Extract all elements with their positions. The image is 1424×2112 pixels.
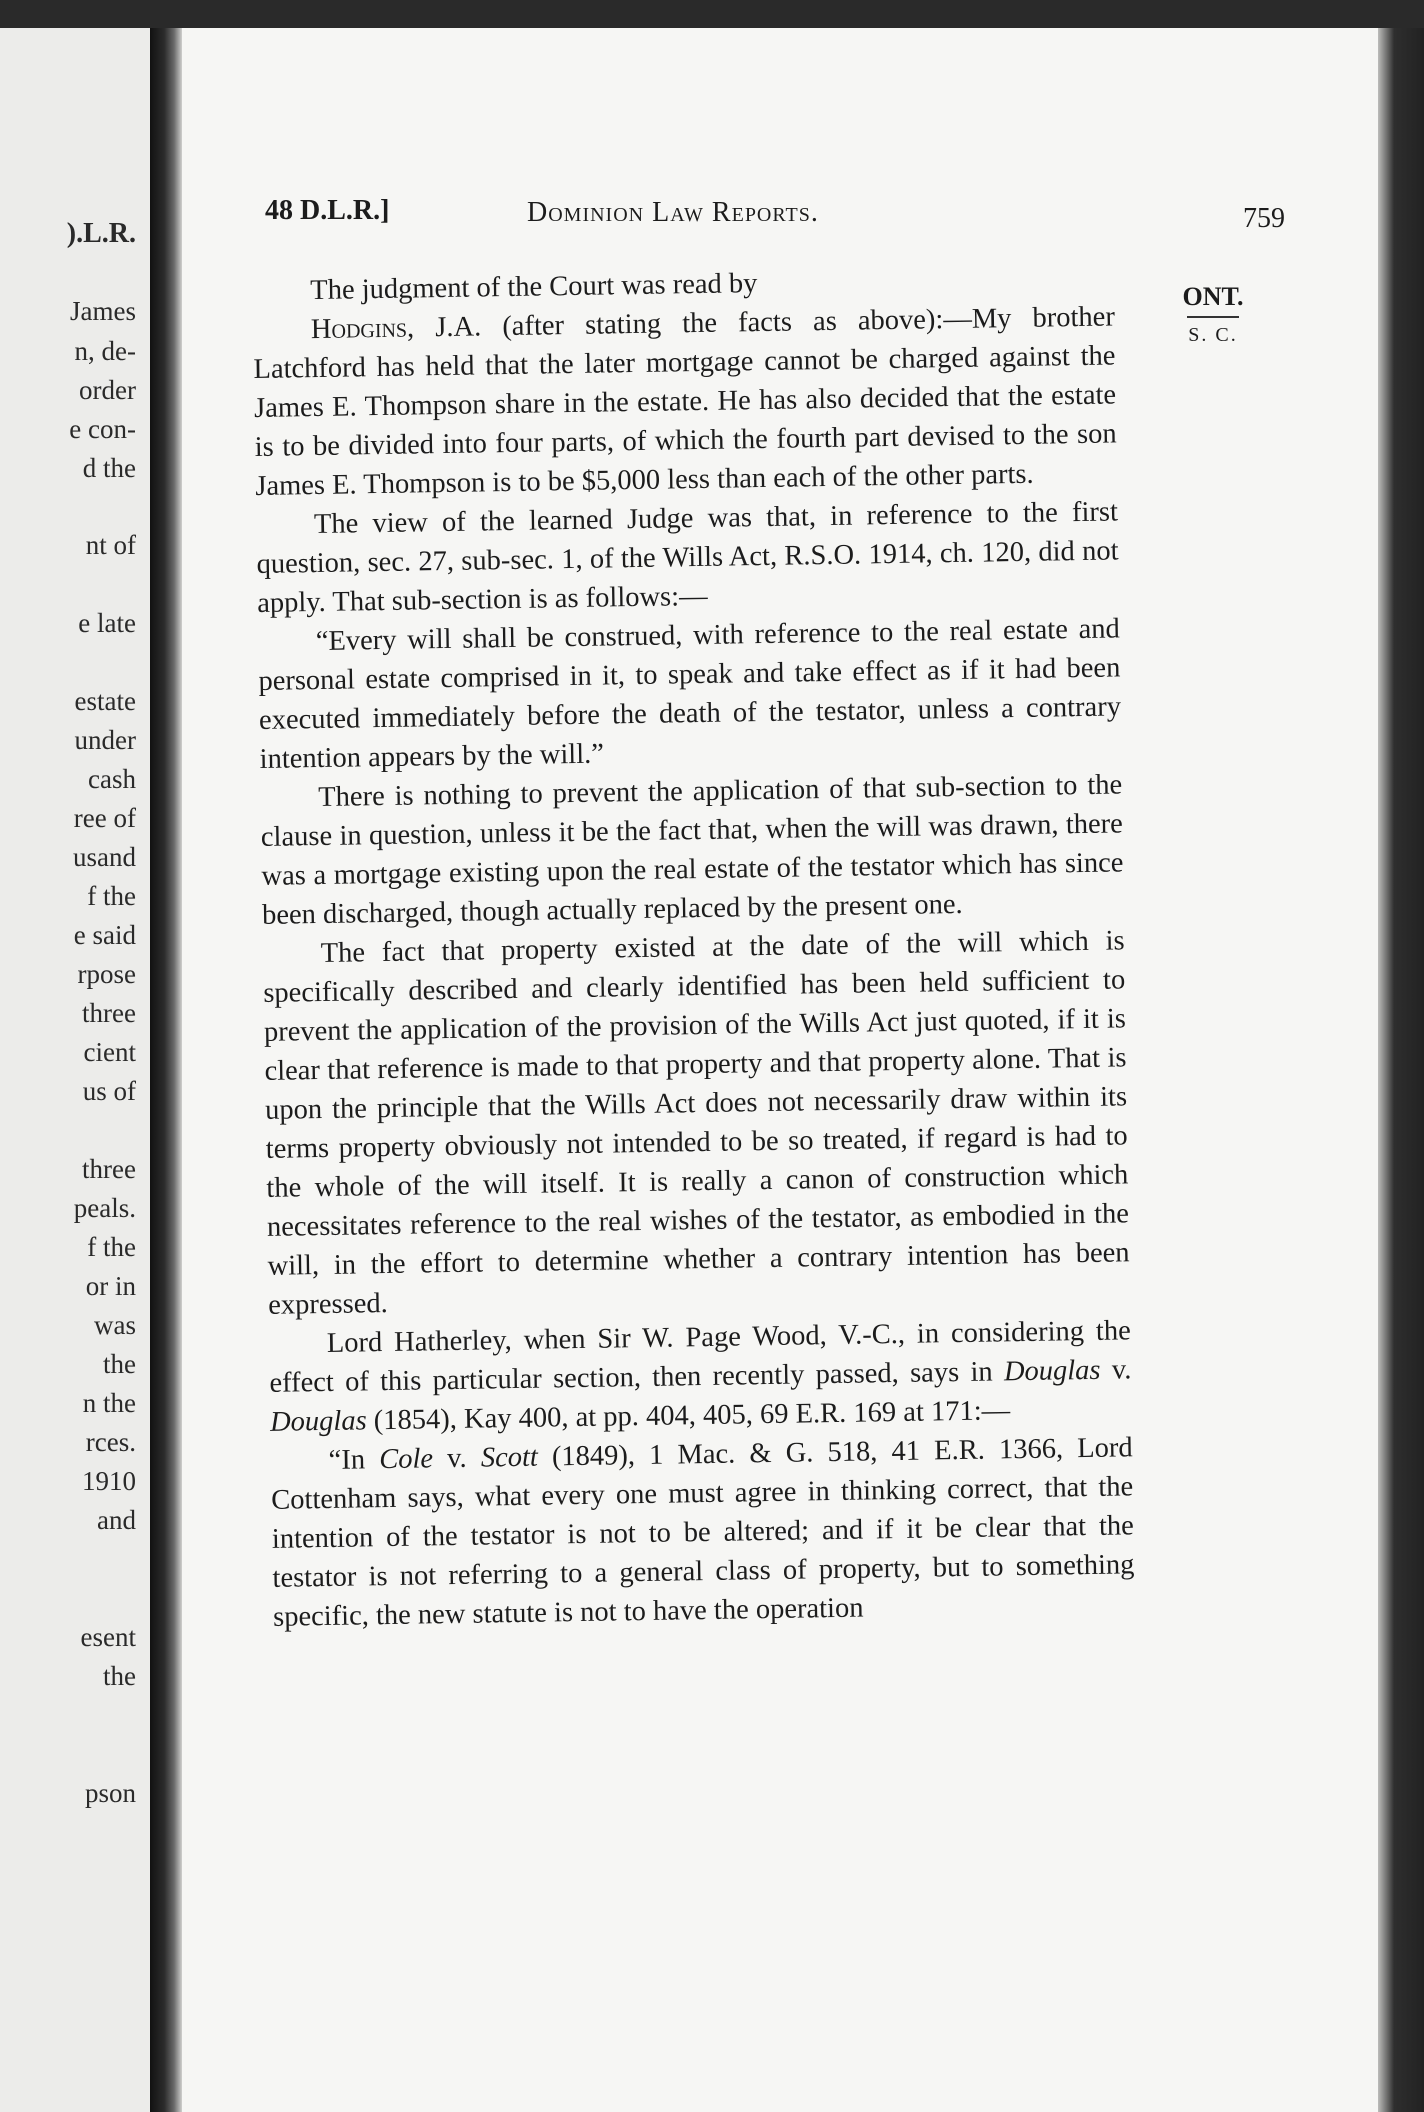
facing-line: the [103,1661,136,1691]
facing-line: f the [87,1232,136,1262]
paragraph-text: “Every will shall be construed, with reference to the real estate and personal estate comprised in it, to speak and take effect as if it had been executed immediately before the death of the testator, unless a contrary intention appears by the will.” [258,613,1122,775]
case-name: Douglas [1003,1354,1101,1388]
facing-line: and [97,1505,136,1535]
book-spine-shadow [150,28,182,2112]
facing-line: cash [88,764,136,794]
paragraph-text: (after stating the facts as above):—My brother Latchford has held that the later mortgage cannot be charged against the James E. Thompson share in the estate. He has also decided that the estate is to be divided into four parts, of which the fourth part devised to the son James E. Thompson is to be $5,000 less than each of the other parts. [253,301,1117,502]
volume-reference: 48 D.L.R.] [265,195,390,226]
facing-line: f the [87,881,136,911]
statute-quote [258,609,1122,779]
facing-line: pson [84,1778,136,1808]
paragraph-text: The view of the learned Judge was that, in reference to the first question, sec. 27, sub-sec. 1, of the Wills Act, R.S.O. 1914, ch. 120, did not apply. That sub-section is as follows:— [256,496,1119,619]
facing-line: us of [82,1076,136,1106]
facing-line: e said [73,920,136,950]
paragraph [269,1311,1133,1442]
facing-line: cient [83,1037,136,1067]
facing-line: e late [78,608,136,638]
facing-line: nt of [85,530,136,560]
facing-line: rpose [77,959,136,989]
facing-line: ree of [73,803,136,833]
facing-line: n, de- [74,336,136,366]
judgment-body [252,258,1135,1636]
facing-line: or in [85,1271,136,1301]
running-header [265,195,1285,239]
court-label: S. C. [1188,324,1238,346]
facing-line: d the [82,453,136,483]
paragraph-text: “In [328,1444,380,1476]
paragraph-text: There is nothing to prevent the application of that sub-section to the clause in question, unless it be the fact that, when the will was drawn, there was a mortgage existing upon the real estate of the testator which has since been discharged, though actually replaced by the present one. [260,769,1124,931]
paragraph-text: The judgment of the Court was read by [310,268,758,307]
publication-title: Dominion Law Reports. [527,197,819,228]
facing-line: usand [73,842,136,872]
margin-note [1178,282,1248,347]
paragraph-text: (1849), 1 Mac. & G. 518, 41 E.R. 1366, Lord Cottenham says, what every one must agree in thinking correct, that the intention of the testator is not to be altered; and if it be clear that the testator is not referring to a general class of property, but to something specific, the new statute is not to have the operation [271,1432,1135,1633]
versus: v. [1100,1354,1132,1386]
paragraph [256,492,1120,623]
facing-line: peals. [73,1193,136,1223]
citation: (1854), Kay 400, at pp. 404, 405, 69 E.R. 169 at 171:— [366,1395,1011,1437]
scan-right-edge [1378,28,1424,2112]
page-number: 759 [1243,203,1285,234]
facing-line: esent [80,1622,136,1652]
margin-rule [1187,316,1239,318]
paragraph [262,921,1130,1324]
facing-line: the [103,1349,136,1379]
facing-line: e con- [69,414,136,444]
facing-page-header: ).L.R. [66,218,136,249]
facing-line: estate [74,686,136,716]
case-name: Cole [378,1443,434,1476]
province-label: ONT. [1182,282,1244,311]
case-name: Douglas [269,1405,367,1438]
facing-line: order [79,375,136,405]
paragraph-text: The fact that property existed at the date of the will which is specifically described and clearly identified has been held sufficient to prevent the application of the provision of the Wills Act just quoted, if it is clear that reference is made to that property and that property alone. That is upon the principle that the Wills Act does not necessarily draw within its terms property obviously not intended to be so treated, if regard is had to the whole of the will itself. It is really a canon of construction which necessitates reference to the real wishes of the testator, as embodied in the will, in the effort to determine whether a contrary intention has been expressed. [263,925,1130,1321]
facing-line: 1910 [82,1466,136,1496]
facing-line: James [70,296,136,326]
facing-line: was [94,1310,136,1340]
facing-line: three [82,998,136,1028]
facing-line: under [74,725,136,755]
case-name: Scott [480,1441,539,1474]
paragraph-text: Lord Hatherley, when Sir W. Page Wood, V.-C., in considering the effect of this particular section, then recently passed, says in [269,1315,1131,1399]
facing-line: three [82,1154,136,1184]
facing-line: rces. [85,1427,136,1457]
paragraph [260,765,1124,935]
case-quote [270,1428,1135,1637]
paragraph [253,297,1118,506]
versus: v. [432,1442,482,1475]
facing-line: n the [82,1388,136,1418]
facing-page-fragment [0,28,150,2112]
scan-top-edge [0,0,1424,28]
judge-name: Hodgins, J.A. [310,311,482,346]
